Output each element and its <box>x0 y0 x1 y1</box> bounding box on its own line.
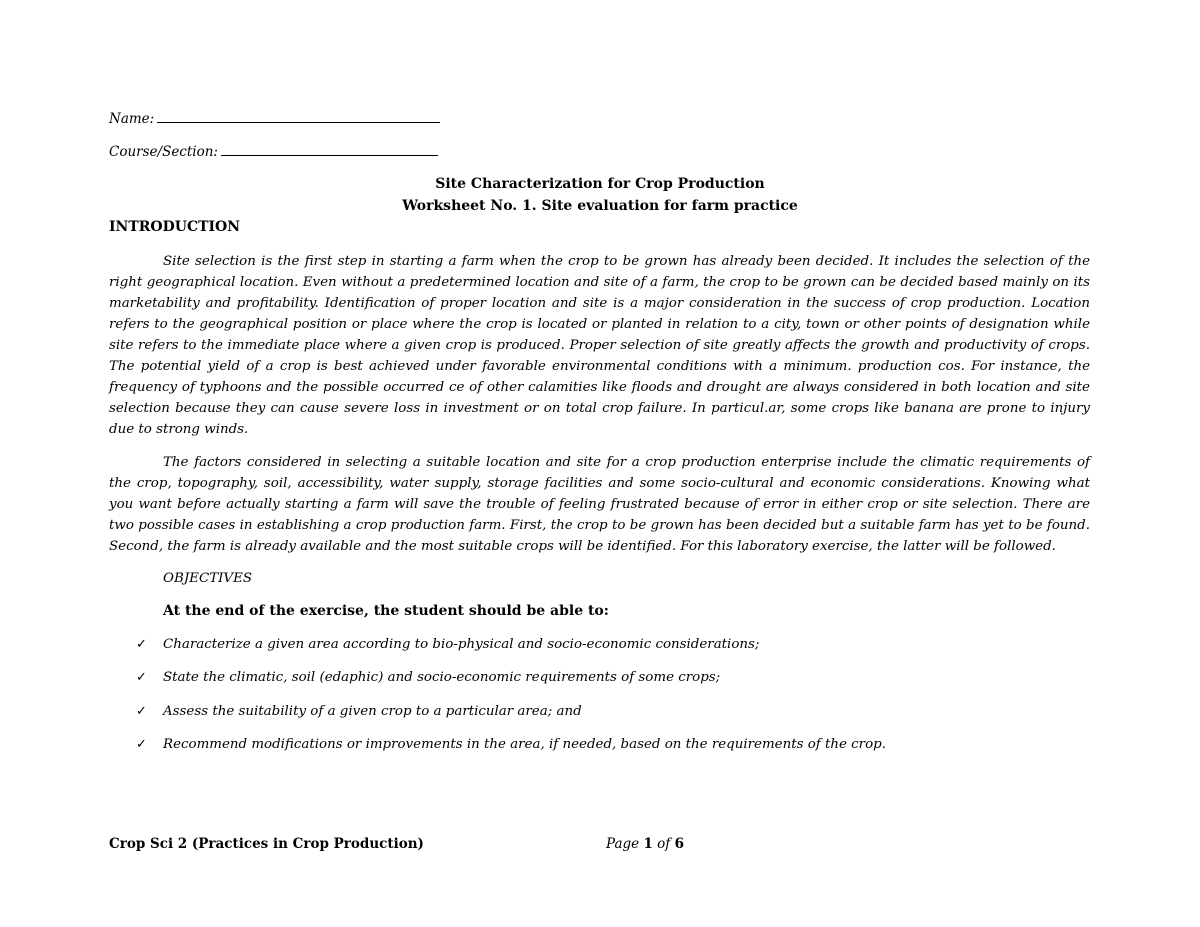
objective-text: Characterize a given area according to bio-physical and socio-economic considerations; <box>163 637 760 652</box>
check-icon: ✓ <box>136 704 147 719</box>
of-word: of <box>657 836 671 852</box>
check-icon: ✓ <box>136 670 147 685</box>
introduction-paragraph-2: The factors considered in selecting a suitable location and site for a crop production enterprise include the climatic requirements of the crop, topography, soil, accessibility, water supply, storage facilities and some socio-cultural and economic considerations. Knowing what you want before actually starting a farm will save the trouble of feeling frustrated because of error in either crop or site selection. There are two possible cases in establishing a crop production farm. First, the crop to be grown has been decided but a suitable farm has yet to be found. Second, the farm is already available and the most suitable crops will be identified. For this laboratory exercise, the latter will be followed. <box>109 455 1090 554</box>
objective-item <box>136 637 759 652</box>
objective-item <box>136 704 582 719</box>
worksheet-subtitle: Worksheet No. 1. Site evaluation for farm practice <box>402 198 798 214</box>
footer-course-name: Crop Sci 2 (Practices in Crop Production) <box>109 836 424 852</box>
name-field <box>109 111 440 127</box>
introduction-heading: INTRODUCTION <box>109 219 241 235</box>
page-word: Page <box>606 836 640 852</box>
objective-text: Assess the suitability of a given crop to a particular area; and <box>163 704 582 719</box>
objectives-lead: At the end of the exercise, the student should be able to: <box>163 603 609 619</box>
objective-text: Recommend modifications or improvements in the area, if needed, based on the requirements of the crop. <box>163 737 886 752</box>
name-blank-line <box>157 111 440 123</box>
page-current: 1 <box>643 836 653 852</box>
document-title: Site Characterization for Crop Production <box>435 176 765 192</box>
course-section-label: Course/Section: <box>109 144 218 160</box>
course-section-blank-line <box>221 144 438 156</box>
objectives-label: OBJECTIVES <box>163 571 253 586</box>
introduction-paragraph-1: Site selection is the first step in starting a farm when the crop to be grown has already been decided. It includes the selection of the right geographical location. Even without a predetermined location and site of a farm, the crop to be grown can be decided based mainly on its marketability and profitability. Identification of proper location and site is a major consideration in the success of crop production. Location refers to the geographical position or place where the crop is located or planted in relation to a city, town or other points of designation while site refers to the immediate place where a given crop is produced. Proper selection of site greatly affects the growth and productivity of crops. The potential yield of a crop is best achieved under favorable environmental conditions with a minimum. production cos. For instance, the frequency of typhoons and the possible occurred ce of other calamities like floods and drought are always considered in both location and site selection because they can cause severe loss in investment or on total crop failure. In particul.ar, some crops like banana are prone to injury due to strong winds. <box>109 254 1090 437</box>
objective-item <box>136 737 886 752</box>
check-icon: ✓ <box>136 737 147 752</box>
check-icon: ✓ <box>136 637 147 652</box>
footer-page-number <box>606 836 684 852</box>
objective-text: State the climatic, soil (edaphic) and socio-economic requirements of some crops; <box>163 670 721 685</box>
objective-item <box>136 670 720 685</box>
page-total: 6 <box>674 836 684 852</box>
name-label: Name: <box>109 111 155 127</box>
course-section-field <box>109 144 438 160</box>
